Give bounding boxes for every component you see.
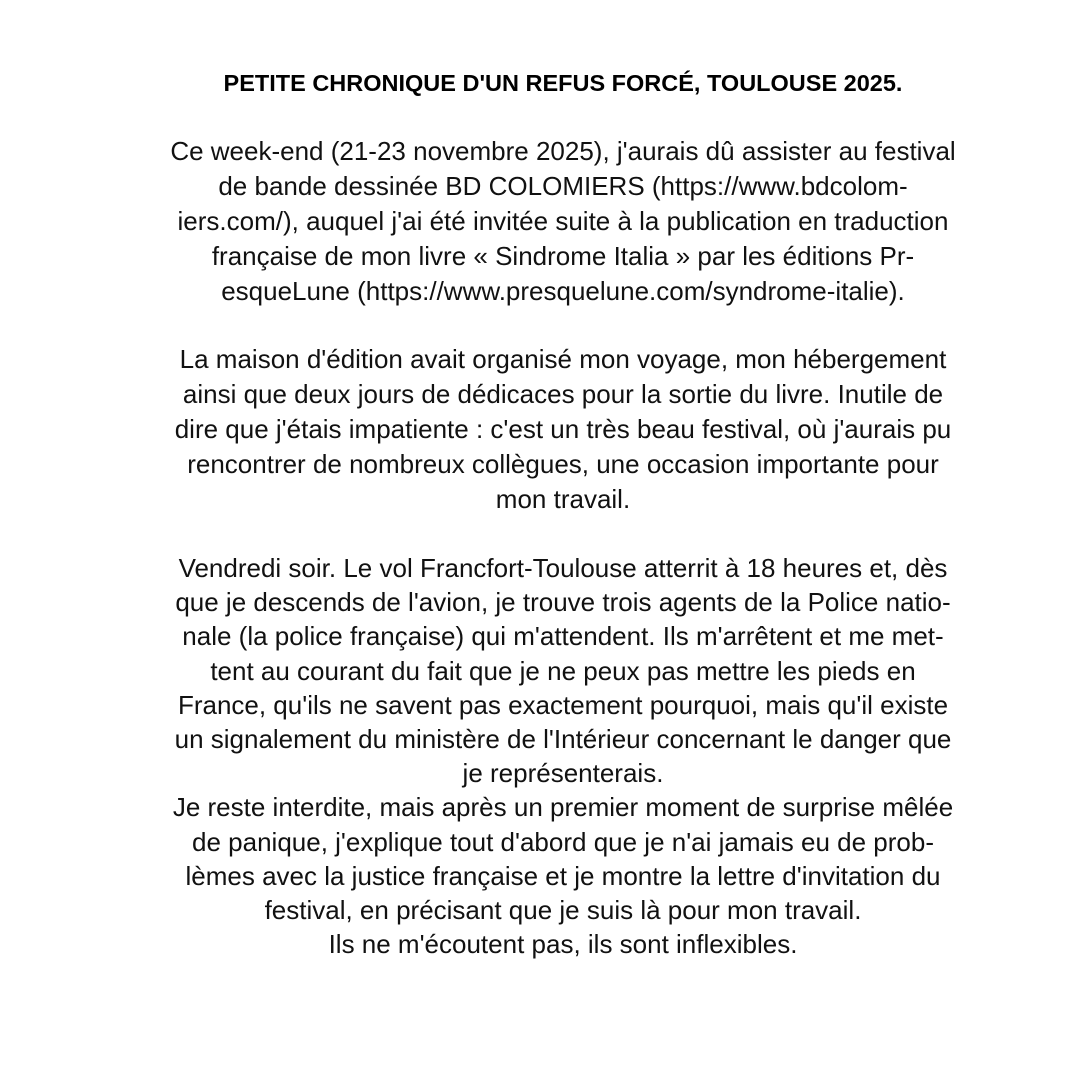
- text-line: iers.com/), auquel j'ai été invitée suite à la publication en traduction: [177, 206, 949, 236]
- text-line: Ils ne m'écoutent pas, ils sont inflexibles.: [328, 929, 798, 960]
- text-line: France, qu'ils ne savent pas exactement pourquoi, mais qu'il existe: [177, 689, 949, 720]
- text-line: lèmes avec la justice française et je montre la lettre d'invitation du: [185, 860, 941, 891]
- text-line: esqueLune (https://www.presquelune.com/syndrome-italie).: [221, 276, 905, 306]
- text-line: festival, en précisant que je suis là pour mon travail.: [264, 894, 862, 925]
- text-line: un signalement du ministère de l'Intérieur concernant le danger que: [174, 723, 952, 754]
- page-title: PETITE CHRONIQUE D'UN REFUS FORCÉ, TOULOUSE 2025.: [223, 70, 903, 96]
- text-line: rencontrer de nombreux collègues, une occasion importante pour: [187, 449, 939, 479]
- text-line: je représenterais.: [462, 758, 664, 789]
- text-line: dire que j'étais impatiente : c'est un très beau festival, où j'aurais pu: [174, 414, 952, 444]
- text-line: de bande dessinée BD COLOMIERS (https://www.bdcolom-: [218, 171, 908, 201]
- text-line: Ce week-end (21-23 novembre 2025), j'aurais dû assister au festival: [170, 136, 956, 166]
- text-line: nale (la police française) qui m'attendent. Ils m'arrêtent et me met-: [182, 621, 944, 652]
- paragraph-1: [0, 134, 1080, 309]
- paragraph-3: [0, 551, 1080, 961]
- text-line: française de mon livre « Sindrome Italia » par les éditions Pr-: [211, 241, 915, 271]
- text-line: ainsi que deux jours de dédicaces pour la sortie du livre. Inutile de: [182, 379, 944, 409]
- text-line: Vendredi soir. Le vol Francfort-Toulouse atterrit à 18 heures et, dès: [178, 553, 948, 583]
- text-line: de panique, j'explique tout d'abord que je n'ai jamais eu de prob-: [192, 826, 934, 857]
- text-line: mon travail.: [495, 484, 631, 514]
- text-line: La maison d'édition avait organisé mon voyage, mon hébergement: [179, 344, 947, 374]
- text-line: que je descends de l'avion, je trouve trois agents de la Police natio-: [175, 587, 951, 618]
- paragraph-2: [0, 342, 1080, 517]
- text-line: Je reste interdite, mais après un premier moment de surprise mêlée: [172, 792, 954, 823]
- text-line: tent au courant du fait que je ne peux pas mettre les pieds en: [210, 655, 916, 686]
